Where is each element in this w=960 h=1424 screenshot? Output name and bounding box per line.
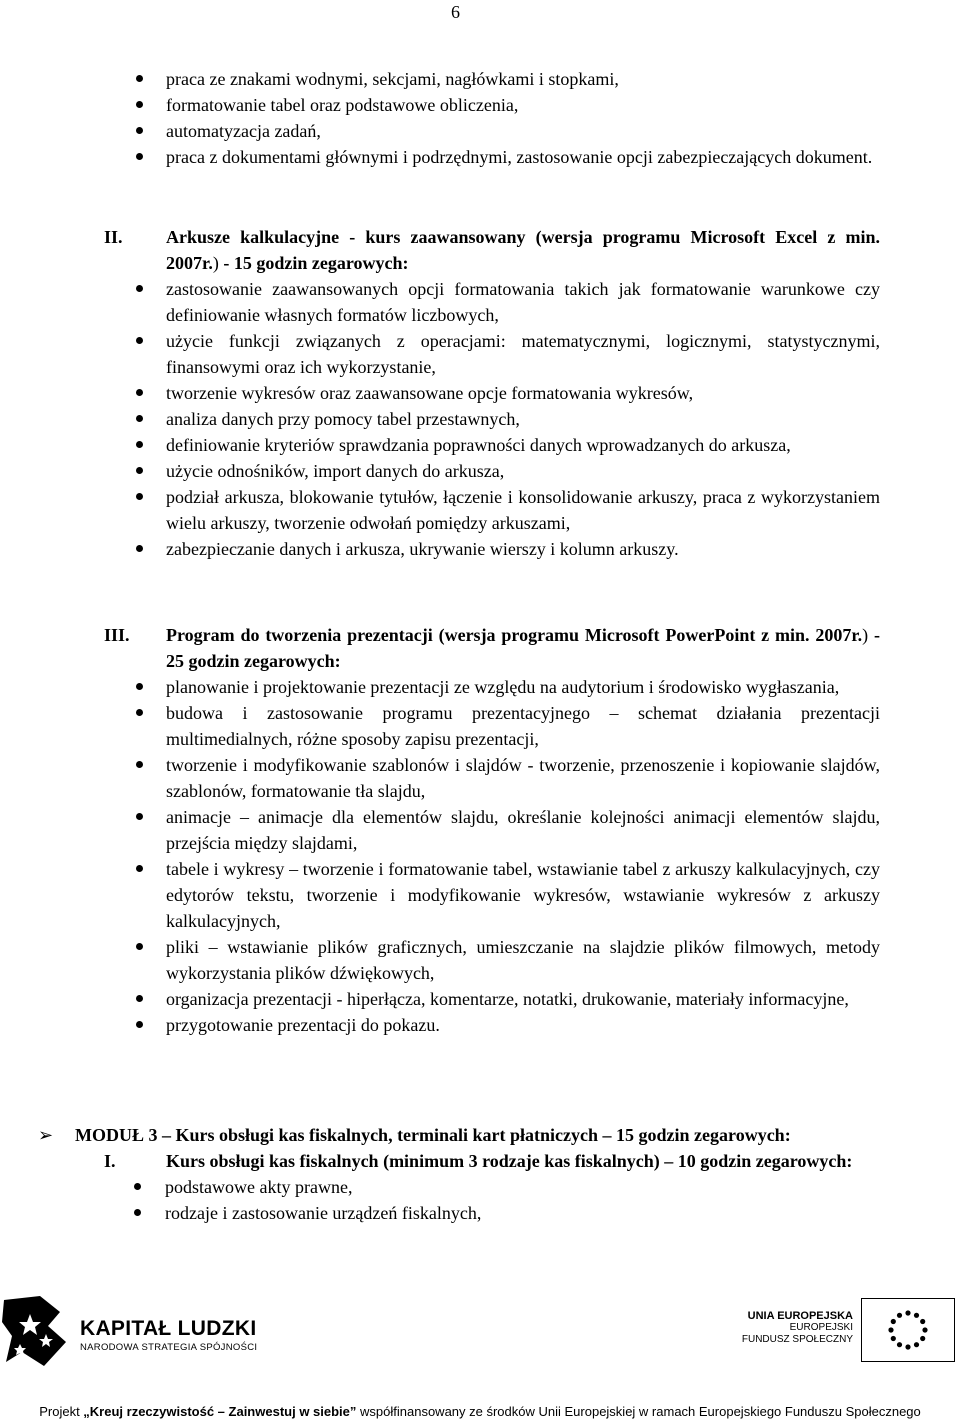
- section-powerpoint: [0, 622, 960, 1038]
- eu-text: [742, 1310, 853, 1346]
- subsection-title: Kurs obsługi kas fiskalnych (minimum 3 rodzaje kas fiskalnych) – 10 godzin zegarowych:: [166, 1151, 853, 1171]
- bullet-icon: [134, 1209, 141, 1216]
- list-item: animacje – animacje dla elementów slajdu, określanie kolejności animacji elementów slajdu, przejścia między slajdami,: [0, 804, 960, 856]
- list-item: użycie funkcji związanych z operacjami: matematycznymi, logicznymi, statystycznymi, finansowymi oraz ich wykorzystanie,: [0, 328, 960, 380]
- kapital-ludzki-title: KAPITAŁ LUDZKI: [80, 1317, 257, 1340]
- list-item: zabezpieczanie danych i arkusza, ukrywanie wierszy i kolumn arkuszy.: [0, 536, 960, 562]
- bullet-icon: [136, 75, 143, 82]
- module-title: MODUŁ 3 – Kurs obsługi kas fiskalnych, terminali kart płatniczych – 15 godzin zegarowych:: [75, 1125, 791, 1145]
- list-item: definiowanie kryteriów sprawdzania poprawności danych wprowadzanych do arkusza,: [0, 432, 960, 458]
- list-item: tworzenie i modyfikowanie szablonów i slajdów - tworzenie, przenoszenie i kopiowanie slajdów, szablonów, formatowanie tła slajdu,: [0, 752, 960, 804]
- bullet-icon: [136, 415, 143, 422]
- bullet-icon: [136, 545, 143, 552]
- bullet-icon: [136, 467, 143, 474]
- list-item: podstawowe akty prawne,: [0, 1174, 960, 1200]
- subsection-heading: [0, 1148, 960, 1174]
- project-footer: Projekt „Kreuj rzeczywistość – Zainwestuj w siebie” współfinansowany ze środków Unii Europejskiej w ramach Europejskiego Funduszu Społecznego: [39, 1404, 921, 1419]
- list-item: praca ze znakami wodnymi, sekcjami, nagłówkami i stopkami,: [0, 66, 960, 92]
- bullet-icon: [136, 389, 143, 396]
- section-title: Arkusze kalkulacyjne - kurs zaawansowany (wersja programu Microsoft Excel z min. 2007r.: [166, 227, 880, 273]
- subsection-number: I.: [104, 1151, 116, 1171]
- bullet-icon: [136, 761, 143, 768]
- bullet-icon: [136, 943, 143, 950]
- kapital-ludzki-emblem-icon: [0, 1292, 72, 1370]
- list-item: budowa i zastosowanie programu prezentacyjnego – schemat działania prezentacji multimedialnych, różne sposoby zapisu prezentacji,: [0, 700, 960, 752]
- bullet-icon: [136, 337, 143, 344]
- list-item: zastosowanie zaawansowanych opcji formatowania takich jak formatowanie warunkowe czy definiowanie własnych formatów liczbowych,: [0, 276, 960, 328]
- section-excel: [0, 224, 960, 562]
- bullet-icon: [136, 865, 143, 872]
- bullet-icon: [136, 493, 143, 500]
- bullet-icon: [136, 995, 143, 1002]
- project-name: „Kreuj rzeczywistość – Zainwestuj w siebie”: [83, 1404, 357, 1419]
- bullet-icon: [136, 285, 143, 292]
- list-item: formatowanie tabel oraz podstawowe obliczenia,: [0, 92, 960, 118]
- bullet-icon: [136, 101, 143, 108]
- list-item: podział arkusza, blokowanie tytułów, łączenie i konsolidowanie arkuszy, praca z wykorzystaniem wielu arkuszy, tworzenie odwołań pomiędzy arkuszami,: [0, 484, 960, 536]
- module-3: [0, 1122, 960, 1226]
- kapital-ludzki-subtitle: NARODOWA STRATEGIA SPÓJNOŚCI: [80, 1342, 258, 1353]
- bullet-icon: [134, 1183, 141, 1190]
- bullet-icon: [136, 1021, 143, 1028]
- section-hours: - 25 godzin zegarowych:: [166, 625, 880, 671]
- section-title: Program do tworzenia prezentacji (wersja programu Microsoft PowerPoint z min. 2007r.: [166, 625, 863, 645]
- bullet-icon: [136, 441, 143, 448]
- eu-logo: [735, 1298, 955, 1368]
- eu-line-3: FUNDUSZ SPOŁECZNY: [741, 1334, 853, 1345]
- eu-flag-icon: [861, 1298, 955, 1362]
- list-item: tabele i wykresy – tworzenie i formatowanie tabel, wstawianie tabel z arkuszy kalkulacyjnych, czy edytorów tekstu, tworzenie i modyfikowanie wykresów, wstawianie wykresów z arkuszy kalkulacyjnych,: [0, 856, 960, 934]
- eu-line-2: EUROPEJSKI: [789, 1322, 853, 1333]
- section-number: II.: [104, 227, 123, 247]
- bullet-icon: [136, 127, 143, 134]
- list-item: praca z dokumentami głównymi i podrzędnymi, zastosowanie opcji zabezpieczających dokument.: [0, 144, 960, 170]
- list-item: rodzaje i zastosowanie urządzeń fiskalnych,: [0, 1200, 960, 1226]
- eu-line-1: UNIA EUROPEJSKA: [747, 1310, 853, 1322]
- arrow-bullet-icon: ➢: [38, 1125, 54, 1145]
- list-item: przygotowanie prezentacji do pokazu.: [0, 1012, 960, 1038]
- section-heading: III. Program do tworzenia prezentacji (wersja programu Microsoft PowerPoint z min. 2007r.) - 25 godzin zegarowych:: [0, 622, 960, 674]
- list-item: pliki – wstawianie plików graficznych, umieszczanie na slajdzie plików filmowych, metody wykorzystania plików dźwiękowych,: [0, 934, 960, 986]
- section-number: III.: [104, 625, 130, 645]
- section-hours: - 15 godzin zegarowych:: [218, 253, 409, 273]
- page-number: 6: [451, 2, 460, 22]
- kapital-ludzki-logo: [0, 1292, 290, 1370]
- list-item: planowanie i projektowanie prezentacji ze względu na audytorium i środowisko wygłaszania,: [0, 674, 960, 700]
- bullet-icon: [136, 153, 143, 160]
- list-item: tworzenie wykresów oraz zaawansowane opcje formatowania wykresów,: [0, 380, 960, 406]
- list-item: organizacja prezentacji - hiperłącza, komentarze, notatki, drukowanie, materiały informacyjne,: [0, 986, 960, 1012]
- list-item: automatyzacja zadań,: [0, 118, 960, 144]
- top-bullet-list: [0, 66, 960, 170]
- bullet-icon: [136, 683, 143, 690]
- bullet-icon: [136, 709, 143, 716]
- list-item: użycie odnośników, import danych do arkusza,: [0, 458, 960, 484]
- bullet-icon: [136, 813, 143, 820]
- section-heading: II. Arkusze kalkulacyjne - kurs zaawansowany (wersja programu Microsoft Excel z min. 2007r.) - 15 godzin zegarowych:: [0, 224, 960, 276]
- list-item: analiza danych przy pomocy tabel przestawnych,: [0, 406, 960, 432]
- module-heading: [0, 1122, 960, 1148]
